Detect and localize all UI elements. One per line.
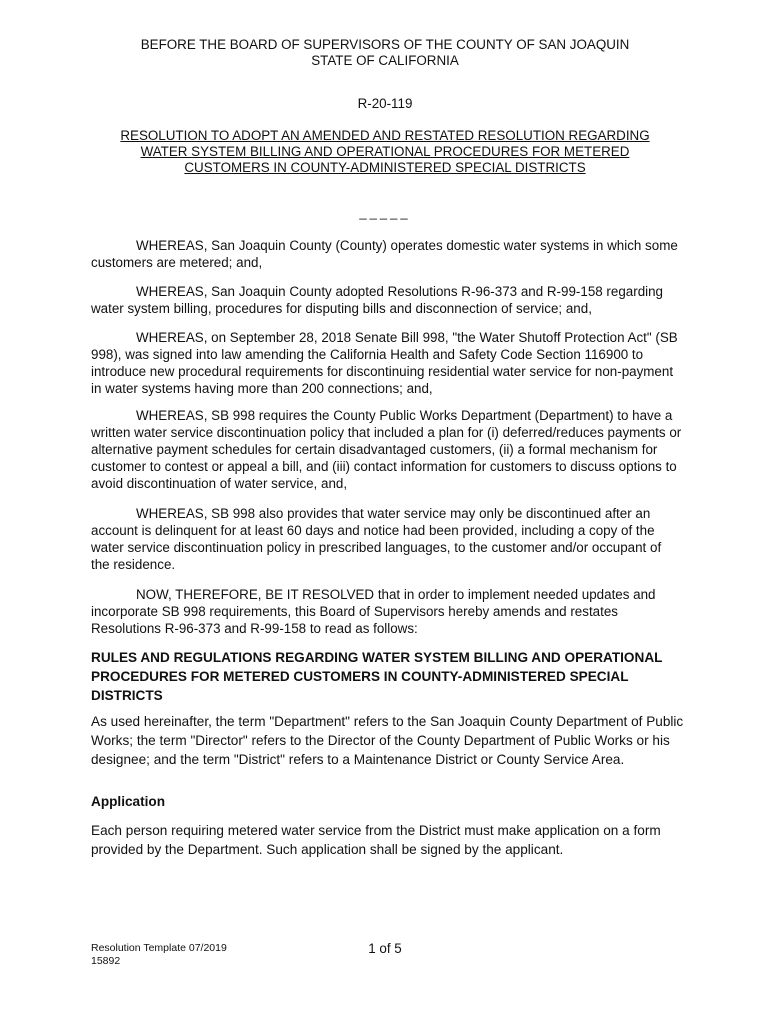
page-number: 1 of 5 xyxy=(368,941,402,956)
footer-doc-id: 15892 xyxy=(91,955,121,967)
title-line-3: CUSTOMERS IN COUNTY-ADMINISTERED SPECIAL DISTRICTS xyxy=(184,160,586,175)
recital-4: WHEREAS, SB 998 requires the County Public Works Department (Department) to have a written water service discontinuation policy that included a plan for (i) deferred/reduces payments or alternative payment schedules for certain disadvantaged customers, (ii) a formal mechanism for customer to contest or appeal a bill, and (iii) contact information for customers to discuss options to avoid discontinuation of water service, and, xyxy=(91,408,682,491)
header-line-1: BEFORE THE BOARD OF SUPERVISORS OF THE COUNTY OF SAN JOAQUIN xyxy=(140,37,630,52)
title-line-2: WATER SYSTEM BILLING AND OPERATIONAL PROCEDURES FOR METERED xyxy=(140,144,630,159)
recital-2: WHEREAS, San Joaquin County adopted Resolutions R-96-373 and R-99-158 regarding water system billing, procedures for disputing bills and disconnection of service; and, xyxy=(91,284,664,316)
header-line-2: STATE OF CALIFORNIA xyxy=(311,53,459,68)
footer-template: Resolution Template 07/2019 xyxy=(91,942,227,954)
rules-heading: RULES AND REGULATIONS REGARDING WATER SYSTEM BILLING AND OPERATIONAL PROCEDURES FOR METERED CUSTOMERS IN COUNTY-ADMINISTERED SPECIAL DISTRICTS xyxy=(91,650,663,703)
recital-3: WHEREAS, on September 28, 2018 Senate Bill 998, "the Water Shutoff Protection Act" (SB 998), was signed into law amending the California Health and Safety Code Section 116900 to introduce new procedural requirements for discontinuing residential water service for non-payment in water systems having more than 200 connections; and, xyxy=(91,330,678,396)
recital-5: WHEREAS, SB 998 also provides that water service may only be discontinued after an account is delinquent for at least 60 days and notice had been provided, including a copy of the water service discontinuation policy in prescribed languages, to the customer and/or occupant of the residence. xyxy=(91,506,662,572)
application-paragraph: Each person requiring metered water service from the District must make application on a form provided by the Department. Such application shall be signed by the applicant. xyxy=(91,823,661,857)
application-heading: Application xyxy=(91,794,166,809)
resolution-number: R-20-119 xyxy=(357,96,413,111)
recital-1: WHEREAS, San Joaquin County (County) operates domestic water systems in which some customers are metered; and, xyxy=(91,238,678,270)
separator: _____ xyxy=(359,205,411,220)
definitions-paragraph: As used hereinafter, the term "Department" refers to the San Joaquin County Department of Public Works; the term "Director" refers to the Director of the County Department of Public Works or his designee; and the term "District" refers to a Maintenance District or County Service Area. xyxy=(91,714,684,767)
resolution-title xyxy=(95,128,675,176)
resolved-clause: NOW, THEREFORE, BE IT RESOLVED that in order to implement needed updates and incorporate SB 998 requirements, this Board of Supervisors hereby amends and restates Resolutions R-96-373 and R-99-158 to read as follows: xyxy=(91,587,656,636)
title-line-1: RESOLUTION TO ADOPT AN AMENDED AND RESTATED RESOLUTION REGARDING xyxy=(120,128,650,143)
